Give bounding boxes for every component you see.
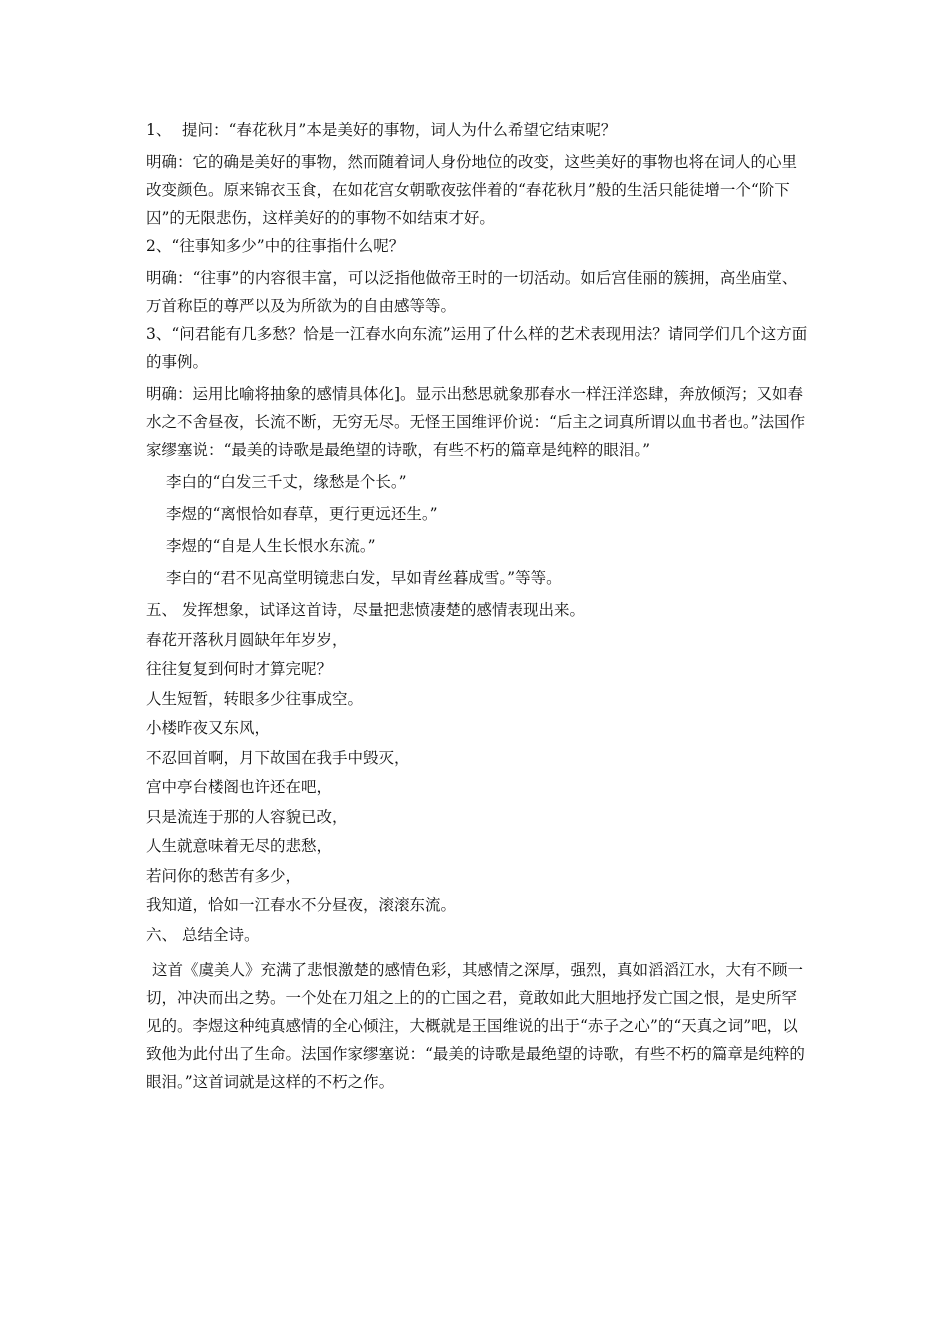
section-5-number: 五、 xyxy=(146,601,178,619)
question-1-number: 1、 xyxy=(146,121,172,139)
question-2: 2、“往事知多少”中的往事指什么呢？ xyxy=(146,237,405,255)
section-5 xyxy=(146,596,811,950)
poem-line: 小楼昨夜又东风， xyxy=(146,719,271,737)
poem-line: 只是流连于那的人容貌已改， xyxy=(146,807,348,826)
poem-line: 我知道，恰如一江春水不分昼夜，滚滚东流。 xyxy=(146,896,457,914)
section-6-number: 六、 xyxy=(146,925,178,944)
poem-line: 往往复复到何时才算完呢？ xyxy=(146,660,333,678)
question-1 xyxy=(146,116,811,144)
poem-line: 不忍回首啊，月下故国在我手中毁灭， xyxy=(146,748,410,767)
answer-1: 明确：它的确是美好的事物，然而随着词人身份地位的改变，这些美好的事物也将在词人的心里改变颜色。原来锦衣玉食，在如花宫女朝歌夜弦伴着的“春花秋月”般的生活只能徒增一个“阶下囚”的无限悲伤，这样美好的的事物不如结束才好。 xyxy=(146,153,798,227)
section-5-text: 发挥想象，试译这首诗，尽量把悲愤凄楚的感情表现出来。 xyxy=(182,601,586,619)
answer-2: 明确：“往事”的内容很丰富，可以泛指他做帝王时的一切活动。如后宫佳丽的簇拥，高坐庙堂、万首称臣的尊严以及为所欲为的自由感等等。 xyxy=(146,269,798,315)
example-2: 李煜的“离恨恰如春草，更行更远还生。” xyxy=(166,505,438,523)
poem-line: 人生短暂，转眼多少往事成空。 xyxy=(146,689,364,708)
question-3: 3、“问君能有几多愁？恰是一江春水向东流”运用了什么样的艺术表现用法？请同学们几个这方面的事例。 xyxy=(146,325,808,371)
example-3: 李煜的“自是人生长恨水东流。” xyxy=(166,537,376,555)
question-1-text: 提问：“春花秋月”本是美好的事物，词人为什么希望它结束呢？ xyxy=(182,121,617,139)
answer-3: 明确：运用比喻将抽象的感情具体化]。显示出愁思就象那春水一样汪洋恣肆，奔放倾泻；又如春水之不舍昼夜，长流不断，无穷无尽。无怪王国维评价说：“后主之词真所谓以血书者也。”法国作家缪塞说：“最美的诗歌是最绝望的诗歌，有些不朽的篇章是纯粹的眼泪。” xyxy=(146,385,806,459)
poem-line: 春花开落秋月圆缺年年岁岁， xyxy=(146,630,348,649)
poem-line: 宫中亭台楼阁也许还在吧， xyxy=(146,778,333,796)
section-6-heading xyxy=(146,921,811,951)
section-6-text: 总结全诗。 xyxy=(182,925,260,944)
section-5-heading xyxy=(146,596,811,626)
poem-line: 人生就意味着无尽的悲愁， xyxy=(146,837,333,855)
summary-paragraph: 这首《虞美人》充满了悲恨激楚的感情色彩，其感情之深厚，强烈，真如滔滔江水，大有不顾一切，冲决而出之势。一个处在刀俎之上的的亡国之君，竟敢如此大胆地抒发亡国之恨，是史所罕见的。李煜这种纯真感情的全心倾注，大概就是王国维说的出于“赤子之心”的“天真之词”吧，以致他为此付出了生命。法国作家缪塞说：“最美的诗歌是最绝望的诗歌，有些不朽的篇章是纯粹的眼泪。”这首词就是这样的不朽之作。 xyxy=(146,961,805,1091)
poem-line: 若问你的愁苦有多少， xyxy=(146,866,302,885)
example-4: 李白的“君不见高堂明镜悲白发，早如青丝暮成雪。”等等。 xyxy=(166,569,562,587)
document-page xyxy=(146,116,811,1096)
example-1: 李白的“白发三千丈，缘愁是个长。” xyxy=(166,473,407,491)
